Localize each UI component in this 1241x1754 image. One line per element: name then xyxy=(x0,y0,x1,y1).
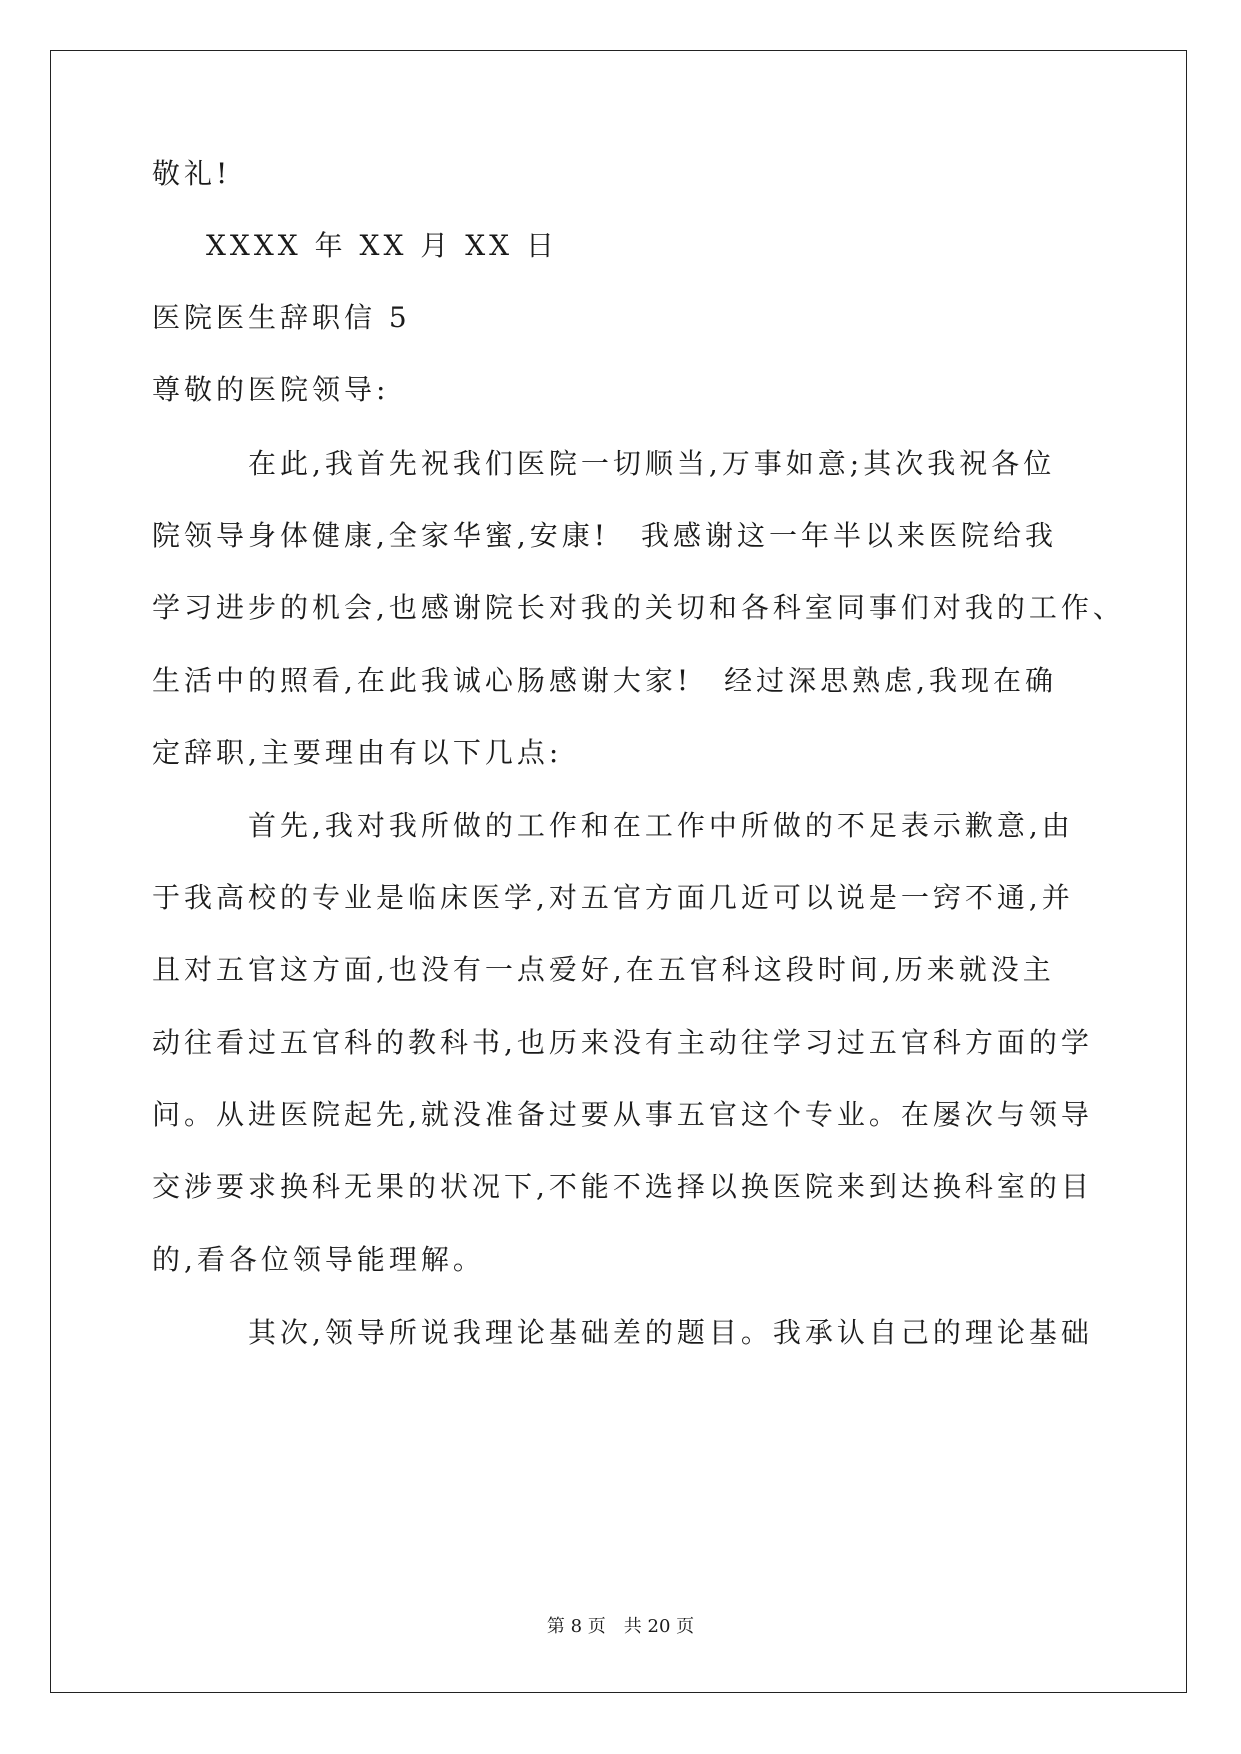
paragraph-line: 问。从进医院起先,就没准备过要从事五官这个专业。在屡次与领导 xyxy=(152,1098,1093,1131)
paragraph-line: 院领导身体健康,全家华蜜,安康! 我感谢这一年半以来医院给我 xyxy=(152,519,1058,552)
letter-title: 医院医生辞职信 5 xyxy=(152,301,411,334)
paragraph-line: 于我高校的专业是临床医学,对五官方面几近可以说是一窍不通,并 xyxy=(152,881,1074,914)
closing-salutation: 敬礼! xyxy=(152,157,232,190)
letter-greeting: 尊敬的医院领导: xyxy=(152,373,390,406)
paragraph-line: 其次,领导所说我理论基础差的题目。我承认自己的理论基础 xyxy=(248,1316,1093,1349)
paragraph-line: 动往看过五官科的教科书,也历来没有主动往学习过五官科方面的学 xyxy=(152,1026,1093,1059)
paragraph-line: 在此,我首先祝我们医院一切顺当,万事如意;其次我祝各位 xyxy=(248,447,1056,480)
page-number-footer: 第 8 页 共 20 页 xyxy=(546,1616,695,1637)
paragraph-line: 定辞职,主要理由有以下几点: xyxy=(152,736,563,769)
paragraph-line: 且对五官这方面,也没有一点爱好,在五官科这段时间,历来就没主 xyxy=(152,953,1055,986)
paragraph-line: 交涉要求换科无果的状况下,不能不选择以换医院来到达换科室的目 xyxy=(152,1170,1093,1203)
paragraph-line: 的,看各位领导能理解。 xyxy=(152,1243,485,1276)
page-border xyxy=(50,50,1187,1693)
paragraph-line: 首先,我对我所做的工作和在工作中所做的不足表示歉意,由 xyxy=(248,809,1074,842)
paragraph-line: 生活中的照看,在此我诚心肠感谢大家! 经过深思熟虑,我现在确 xyxy=(152,664,1058,697)
paragraph-line: 学习进步的机会,也感谢院长对我的关切和各科室同事们对我的工作、 xyxy=(152,591,1125,624)
letter-date: XXXX 年 XX 月 XX 日 xyxy=(206,229,558,262)
